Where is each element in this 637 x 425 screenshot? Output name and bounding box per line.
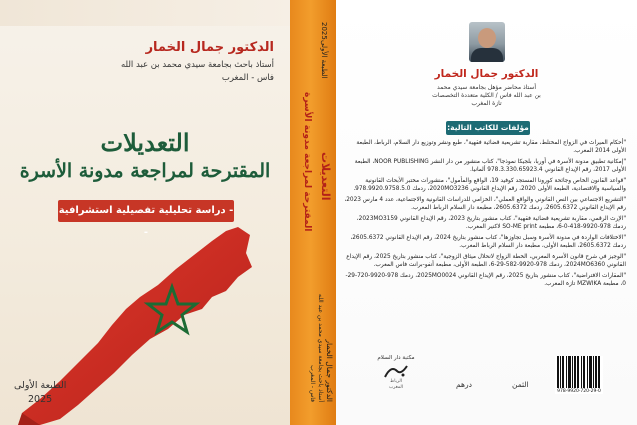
front-affiliation-line2: فاس - المغرب <box>221 73 274 83</box>
back-cover <box>336 0 637 425</box>
spine-affiliation-line2: فاس - المغرب <box>309 365 316 402</box>
back-affiliation-line: بن عبد الله فاس / الكلية متعددة التخصصات <box>432 92 541 99</box>
author-photo-body <box>471 48 503 62</box>
spine-title-line2: المقترحة لمراجعة مدونة الأسرة <box>302 92 312 232</box>
publisher-line: المغرب <box>388 385 404 390</box>
book-spine <box>290 0 336 425</box>
publisher-block <box>376 355 416 391</box>
spine-author-name: الدكتور جمال الخمار <box>325 339 334 402</box>
author-photo <box>469 22 505 62</box>
spine-year: 2025 <box>320 22 328 40</box>
works-list <box>344 139 626 291</box>
author-photo-face <box>478 28 496 48</box>
publisher-label: مكتبة دار السلام <box>377 355 415 361</box>
front-cover <box>0 0 290 425</box>
front-affiliation-line1: أستاذ باحث بجامعة سيدي محمد بن عبد الله <box>120 60 274 70</box>
publisher-logo-icon <box>383 363 409 379</box>
front-year: 2025 <box>28 394 53 405</box>
front-top-band <box>0 0 290 26</box>
works-list-item: "قواعد القانون الخاص وجائحة كورونا المستجد كوفيد 19، الواقع والمأمول"، منشورات مختبر الأبحاث القانونية والسياسية والاقتصادية، الطبعة الأولى 2020، رقم الإيداع القانوني 2020MO3236، ردمك 978.9920.9758.5.0. <box>353 178 626 192</box>
works-heading-badge: مؤلفات للكاتب التالية: <box>446 121 530 135</box>
front-title-line2: المقترحة لمراجعة مدونة الأسرة <box>19 160 271 182</box>
spine-edition-label: الطبعة الأولى <box>320 40 328 79</box>
isbn-barcode <box>555 356 603 394</box>
barcode-number: 978-9920-720-29-0 <box>557 389 601 394</box>
currency-label: درهم <box>456 380 472 389</box>
front-title-line1: التعديلات <box>100 128 190 157</box>
back-affiliation-line: أستاذ محاضر مؤهل بجامعة سيدي محمد <box>437 84 536 91</box>
works-list-item: "أحكام الميراث في الزواج المختلط، مقاربة تشريعية قضائية فقهية"، طبع ونشر وتوزيع دار السلام، الرباط، الطبعة الأولى 2014 المغرب. <box>356 140 626 154</box>
works-list-item: "الاختلافات الواردة في مدونة الأسرة وسبل تجاوزها"، كتاب منشور بتاريخ 2024، رقم الإيداع القانوني 2605.6372، ردمك 2605.6372، الطبعة الأولى، مطبعة دار السلام الرباط المغرب. <box>350 235 626 249</box>
works-list-item: "الوجيز في شرح قانون الأسرة المغربي، الخطة الزواج لانحلال ميثاق الزوجية"، كتاب منشور بتاريخ 2025، رقم الإيداع القانوني 2024MO6360، ردمك 978-9920-582-29-6، الطبعة الأولى، مطبعة أنفو-برانت فاس المغرب. <box>346 254 626 268</box>
back-affiliation-line: تازة المغرب <box>471 100 502 107</box>
works-list-item: "الإرث الرقمي، مقاربة تشريعية قضائية فقهية"، كتاب منشور بتاريخ 2023، رقم الإيداع القانوني 2023MO3159، ردمك 978-9920-418-0-6، مطبعة SO-ME print لاكنير المغرب. <box>356 216 626 230</box>
works-list-item: "المقارات الافتراضية"، كتاب منشور بتاريخ 2025، رقم الإيداع القانوني 2025MO0024، ردمك 978-9920-720-29-0، مطبعة MZWIKA تازة المغرب. <box>345 273 626 287</box>
works-list-item: "إمكانية تطبيق مدونة الأسرة في أوربا، بلجيكا نموذجا"، كتاب منشور من دار النشر NOOR PUBLISHING، الطبعة الأولى 2017، رقم الإيداع القانوني 978.3.330.65923.4 ألمانيا. <box>354 159 626 173</box>
spine-text-group <box>290 22 336 402</box>
morocco-map-illustration <box>0 205 290 425</box>
spine-title-line1: التعديلات <box>319 152 332 201</box>
price-label: الثمن <box>512 380 529 389</box>
spine-affiliation-line1: أستاذ باحث بجامعة سيدي محمد بن عبد الله <box>317 293 324 402</box>
front-edition-label: الطبعة الأولى <box>14 380 67 391</box>
front-subtitle-banner: - دراسة تحليلية تفصيلية استشرافية - <box>58 200 234 222</box>
publisher-line: الرباط <box>390 379 402 384</box>
front-author-name: الدكتور جمال الخمار <box>145 40 274 55</box>
works-list-item: "التشريع الاجتماعي بين النص القانوني والواقع العملي"، الخزامي للدراسات القانونية والاجتماعية، عدد 4 مارس 2023، رقم الإيداع القانوني 2605.6372، ردمك 2605.6372، مطبعة دار السلام الرباط المغرب. <box>344 197 626 211</box>
back-author-name: الدكتور جمال الخمار <box>434 68 539 80</box>
morocco-map-shape <box>18 227 252 425</box>
